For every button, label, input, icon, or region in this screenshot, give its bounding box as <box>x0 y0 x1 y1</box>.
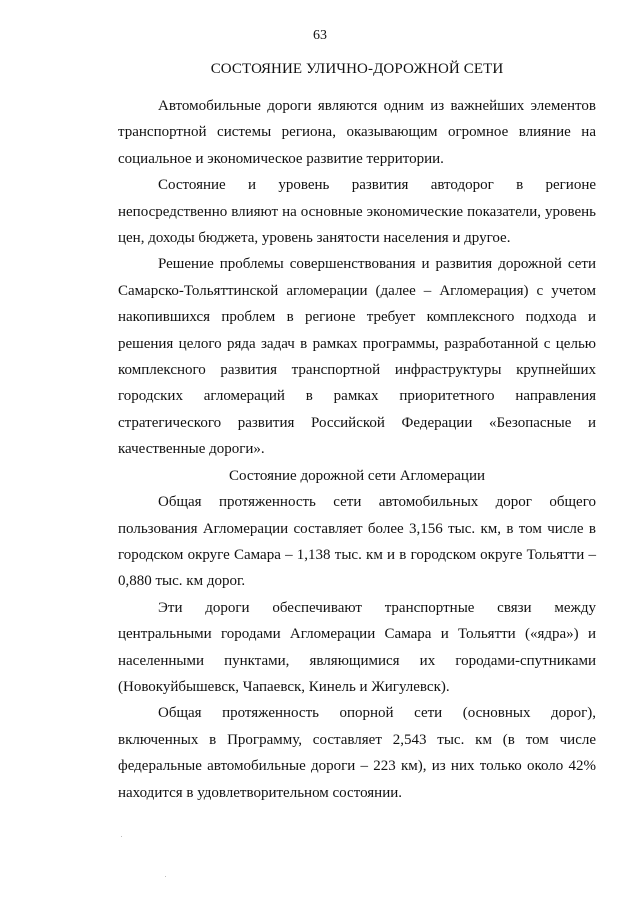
page-number: 63 <box>313 28 327 43</box>
paragraph-6: Общая протяженность опорной сети (основных дорог), включенных в Программу, составляет 2,543 тыс. км (в том числе федеральные автомобильные дороги – 223 км), из них только около 42% находится в удовлетворительном состоянии. <box>118 705 596 801</box>
scan-speck <box>165 876 166 877</box>
paragraph-3: Решение проблемы совершенствования и развития дорожной сети Самарско-Тольяттинской агломерации (далее – Агломерация) с учетом накопившихся проблем в регионе требует комплексного подхода и решения целого ряда задач в рамках программы, разработанной с целью комплексного развития транспортной инфраструктуры крупнейших городских агломераций в рамках приоритетного направления стратегического развития Российской Федерации «Безопасные и качественные дороги». <box>118 256 596 458</box>
section-title: СОСТОЯНИЕ УЛИЧНО-ДОРОЖНОЙ СЕТИ <box>210 61 504 77</box>
document-body <box>118 93 596 806</box>
scan-speck <box>121 836 122 837</box>
paragraph-5: Эти дороги обеспечивают транспортные связи между центральными городами Агломерации Самара и Тольятти («ядра») и населенными пунктами, являющимися их городами-спутниками (Новокуйбышевск, Чапаевск, Кинель и Жигулевск). <box>118 599 596 695</box>
paragraph-2: Состояние и уровень развития автодорог в регионе непосредственно влияют на основные экономические показатели, уровень цен, доходы бюджета, уровень занятости населения и другое. <box>118 177 596 247</box>
paragraph-1: Автомобильные дороги являются одним из важнейших элементов транспортной системы региона, оказывающим огромное влияние на социальное и экономическое развитие территории. <box>118 98 596 167</box>
subsection-heading: Состояние дорожной сети Агломерации <box>228 467 486 484</box>
paragraph-4: Общая протяженность сети автомобильных дорог общего пользования Агломерации составляет более 3,156 тыс. км, в том числе в городском округе Самара – 1,138 тыс. км и в городском округе Тольятти – 0,880 тыс. км дорог. <box>118 494 596 590</box>
